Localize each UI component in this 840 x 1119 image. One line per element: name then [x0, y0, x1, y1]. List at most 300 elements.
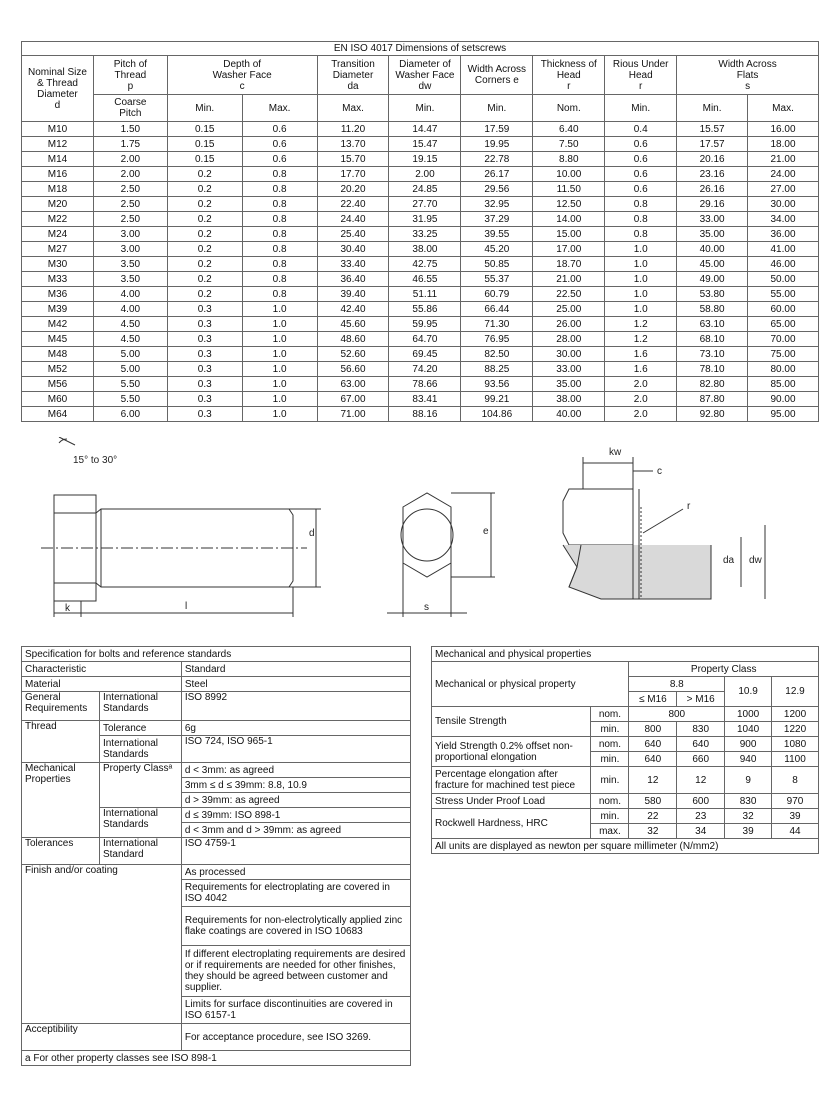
table-cell: 3.00	[93, 242, 167, 257]
table-cell: 0.2	[167, 287, 242, 302]
table-cell: M36	[22, 287, 94, 302]
mech-proof-label: Stress Under Proof Load	[432, 794, 591, 809]
table-cell: 1.0	[605, 257, 677, 272]
table-cell: 0.3	[167, 332, 242, 347]
table-row	[22, 392, 819, 407]
mech-note: All units are displayed as newton per square millimeter (N/mm2)	[432, 839, 819, 854]
mech-cell: 34	[677, 824, 725, 839]
table-cell: 5.50	[93, 392, 167, 407]
table-cell: 38.00	[389, 242, 461, 257]
table-cell: 1.0	[242, 332, 317, 347]
mech-cell: min.	[591, 722, 629, 737]
table-cell: 104.86	[461, 407, 533, 422]
table-cell: 0.3	[167, 392, 242, 407]
table-cell: 0.2	[167, 272, 242, 287]
table-cell: 0.3	[167, 317, 242, 332]
table-cell: 49.00	[677, 272, 748, 287]
mech-cell: 970	[772, 794, 819, 809]
table-cell: 14.47	[389, 122, 461, 137]
table-cell: 33.40	[317, 257, 389, 272]
header-nominal-size: Nominal Size & Thread Diameter d	[22, 56, 94, 122]
table-cell: M16	[22, 167, 94, 182]
table-cell: 4.50	[93, 332, 167, 347]
table-cell: 45.00	[677, 257, 748, 272]
head-detail	[563, 489, 633, 545]
table-cell: 0.6	[605, 137, 677, 152]
table-row	[22, 362, 819, 377]
mech-cell: min.	[591, 809, 629, 824]
label-d: d	[309, 528, 315, 539]
mech-cell: 32	[629, 824, 677, 839]
table-cell: 0.8	[605, 212, 677, 227]
spec-mech-label: Mechanical Properties	[22, 763, 100, 838]
table-cell: M27	[22, 242, 94, 257]
table-cell: 80.00	[748, 362, 819, 377]
table-cell: 0.3	[167, 347, 242, 362]
table-cell: 50.85	[461, 257, 533, 272]
table-cell: 2.00	[93, 152, 167, 167]
label-da: da	[723, 555, 735, 566]
table-cell: 1.0	[242, 317, 317, 332]
header-width-corners: Width Across Corners e	[461, 56, 533, 95]
mech-cell: 640	[629, 737, 677, 752]
sectioned-part	[563, 545, 711, 599]
mech-cell: 830	[725, 794, 772, 809]
table-cell: 0.8	[605, 197, 677, 212]
table-cell: 27.00	[748, 182, 819, 197]
header-transition: Transition Diameter da	[317, 56, 389, 95]
table-cell: M39	[22, 302, 94, 317]
table-cell: 11.50	[533, 182, 605, 197]
table-cell: 30.40	[317, 242, 389, 257]
table-cell: 26.16	[677, 182, 748, 197]
table-cell: 53.80	[677, 287, 748, 302]
table-cell: 46.55	[389, 272, 461, 287]
table-cell: 33.25	[389, 227, 461, 242]
table-cell: 74.20	[389, 362, 461, 377]
table-cell: 38.00	[533, 392, 605, 407]
table-row	[22, 122, 819, 137]
table-cell: 0.8	[242, 182, 317, 197]
table-cell: 11.20	[317, 122, 389, 137]
table-cell: 55.00	[748, 287, 819, 302]
mech-property-class: Property Class	[629, 662, 819, 677]
table-cell: 76.95	[461, 332, 533, 347]
label-e: e	[483, 526, 489, 537]
table-cell: 24.85	[389, 182, 461, 197]
table-cell: 12.50	[533, 197, 605, 212]
table-cell: 33.00	[533, 362, 605, 377]
table-cell: 0.6	[242, 152, 317, 167]
table-cell: 40.00	[677, 242, 748, 257]
table-cell: 5.00	[93, 362, 167, 377]
header-width-flats: Width Across Flats s	[677, 56, 819, 95]
table-cell: 0.15	[167, 152, 242, 167]
table-cell: 99.21	[461, 392, 533, 407]
table-cell: M45	[22, 332, 94, 347]
table-cell: 0.6	[605, 182, 677, 197]
spec-finish-label: Finish and/or coating	[22, 865, 182, 1024]
spec-thread-intl-value: ISO 724, ISO 965-1	[181, 736, 410, 763]
spec-tolerances-sub: International Standard	[99, 838, 181, 865]
table-cell: 0.15	[167, 137, 242, 152]
header-rious: Rious Under Head r	[605, 56, 677, 95]
table-cell: 35.00	[677, 227, 748, 242]
table-cell: 0.8	[242, 212, 317, 227]
table-cell: 0.2	[167, 257, 242, 272]
table-row	[22, 377, 819, 392]
table-row	[22, 212, 819, 227]
spec-accept-label: Acceptibility	[22, 1024, 182, 1051]
table-cell: 18.00	[748, 137, 819, 152]
table-cell: 19.95	[461, 137, 533, 152]
table-cell: 0.3	[167, 377, 242, 392]
table-row	[22, 182, 819, 197]
table-cell: 17.70	[317, 167, 389, 182]
spec-pc-2: 3mm ≤ d ≤ 39mm: 8.8, 10.9	[181, 778, 410, 793]
mech-class-8-8: 8.8	[629, 677, 725, 692]
table-cell: 0.8	[242, 257, 317, 272]
header-max: Max.	[317, 95, 389, 122]
spec-material-value: Steel	[181, 677, 410, 692]
mech-cell: 940	[725, 752, 772, 767]
table-cell: 5.00	[93, 347, 167, 362]
table-cell: 2.50	[93, 182, 167, 197]
header-max: Max.	[242, 95, 317, 122]
table-cell: 41.00	[748, 242, 819, 257]
table-cell: 21.00	[533, 272, 605, 287]
mech-cell: 23	[677, 809, 725, 824]
table-cell: 67.00	[317, 392, 389, 407]
table-cell: 0.2	[167, 197, 242, 212]
table-cell: 1.75	[93, 137, 167, 152]
table-cell: 14.00	[533, 212, 605, 227]
mech-cell: min.	[591, 767, 629, 794]
table-cell: 25.40	[317, 227, 389, 242]
table-row	[22, 167, 819, 182]
header-pitch: Pitch of Thread p	[93, 56, 167, 95]
table-cell: 26.17	[461, 167, 533, 182]
mech-gt-m16: > M16	[677, 692, 725, 707]
table-cell: 90.00	[748, 392, 819, 407]
table-row	[22, 152, 819, 167]
spec-finish-2: Requirements for electroplating are covered in ISO 4042	[181, 880, 410, 907]
table-cell: M56	[22, 377, 94, 392]
angle-arc	[59, 439, 67, 443]
header-min: Min.	[167, 95, 242, 122]
table-cell: 63.10	[677, 317, 748, 332]
mech-yield-label: Yield Strength 0.2% offset non- proportional elongation	[432, 737, 591, 767]
angle-label: 15° to 30°	[73, 455, 118, 466]
table-cell: 48.60	[317, 332, 389, 347]
table-row	[22, 317, 819, 332]
spec-tolerance-label: Tolerance	[99, 721, 181, 736]
table-cell: 0.6	[605, 152, 677, 167]
table-cell: 93.56	[461, 377, 533, 392]
table-cell: 0.6	[242, 137, 317, 152]
table-cell: 0.6	[242, 122, 317, 137]
table-cell: 55.37	[461, 272, 533, 287]
mech-cell: max.	[591, 824, 629, 839]
table-cell: 1.6	[605, 362, 677, 377]
mech-cell: 800	[629, 722, 677, 737]
mech-cell: 1040	[725, 722, 772, 737]
mech-cell: 1200	[772, 707, 819, 722]
table-cell: 0.15	[167, 122, 242, 137]
mech-cell: 39	[772, 809, 819, 824]
spec-col-characteristic: Characteristic	[22, 662, 182, 677]
table-cell: 0.6	[605, 167, 677, 182]
table-cell: 7.50	[533, 137, 605, 152]
table-cell: 15.47	[389, 137, 461, 152]
table-row	[22, 287, 819, 302]
table-title: EN ISO 4017 Dimensions of setscrews	[22, 42, 819, 56]
table-cell: 45.20	[461, 242, 533, 257]
table-cell: M14	[22, 152, 94, 167]
table-cell: 71.30	[461, 317, 533, 332]
table-cell: 46.00	[748, 257, 819, 272]
table-cell: 3.50	[93, 272, 167, 287]
mech-rockwell-label: Rockwell Hardness, HRC	[432, 809, 591, 839]
table-cell: 22.40	[317, 197, 389, 212]
table-row	[22, 272, 819, 287]
table-cell: 70.00	[748, 332, 819, 347]
spec-general-label: General Requirements	[22, 692, 100, 721]
table-cell: 4.50	[93, 317, 167, 332]
table-cell: 82.50	[461, 347, 533, 362]
table-cell: 29.56	[461, 182, 533, 197]
spec-accept-value: For acceptance procedure, see ISO 3269.	[181, 1024, 410, 1051]
label-dw: dw	[749, 555, 762, 566]
table-cell: 1.0	[605, 302, 677, 317]
table-cell: 1.0	[242, 392, 317, 407]
spec-finish-4: If different electroplating requirements are desired or if requirements are needed for other finishes, they should be agreed between customer and supplier.	[181, 946, 410, 997]
table-cell: 0.3	[167, 362, 242, 377]
spec-tolerances-value: ISO 4759-1	[181, 838, 410, 865]
table-cell: 26.00	[533, 317, 605, 332]
table-cell: 0.2	[167, 242, 242, 257]
mech-le-m16: ≤ M16	[629, 692, 677, 707]
table-cell: 22.50	[533, 287, 605, 302]
table-cell: 17.59	[461, 122, 533, 137]
table-cell: M12	[22, 137, 94, 152]
table-cell: 51.11	[389, 287, 461, 302]
label-l: l	[185, 601, 188, 612]
table-cell: 1.0	[242, 362, 317, 377]
table-cell: M33	[22, 272, 94, 287]
table-cell: M42	[22, 317, 94, 332]
table-cell: 88.16	[389, 407, 461, 422]
header-max: Max.	[748, 95, 819, 122]
table-row	[22, 242, 819, 257]
table-cell: 34.00	[748, 212, 819, 227]
table-cell: 19.15	[389, 152, 461, 167]
table-cell: 30.00	[748, 197, 819, 212]
table-cell: 0.8	[242, 242, 317, 257]
table-cell: 29.16	[677, 197, 748, 212]
table-row	[22, 197, 819, 212]
header-thickness: Thickness of Head r	[533, 56, 605, 95]
table-cell: M64	[22, 407, 94, 422]
table-cell: 45.60	[317, 317, 389, 332]
spec-finish-1: As processed	[181, 865, 410, 880]
table-cell: 0.8	[605, 227, 677, 242]
table-cell: 1.6	[605, 347, 677, 362]
table-cell: M48	[22, 347, 94, 362]
table-cell: 1.0	[242, 377, 317, 392]
table-cell: 42.40	[317, 302, 389, 317]
table-cell: 2.00	[389, 167, 461, 182]
spec-col-standard: Standard	[181, 662, 410, 677]
table-cell: 6.00	[93, 407, 167, 422]
table-cell: 60.00	[748, 302, 819, 317]
table-row	[22, 257, 819, 272]
spec-material-label: Material	[22, 677, 182, 692]
table-cell: 65.00	[748, 317, 819, 332]
table-cell: 73.10	[677, 347, 748, 362]
mech-cell: 600	[677, 794, 725, 809]
mech-cell: 9	[725, 767, 772, 794]
spec-pc-1: d < 3mm: as agreed	[181, 763, 410, 778]
dimensions-table	[21, 41, 819, 422]
mechanical-properties-table	[431, 646, 819, 854]
mech-cell: 830	[677, 722, 725, 737]
table-cell: M24	[22, 227, 94, 242]
table-cell: 36.40	[317, 272, 389, 287]
mech-cell: nom.	[591, 737, 629, 752]
table-cell: 68.10	[677, 332, 748, 347]
table-cell: 22.78	[461, 152, 533, 167]
table-cell: 0.2	[167, 182, 242, 197]
table-cell: 24.40	[317, 212, 389, 227]
bolt-drawings	[21, 437, 819, 627]
spec-mech-intl-label: International Standards	[99, 808, 181, 838]
table-cell: 83.41	[389, 392, 461, 407]
table-row	[22, 332, 819, 347]
table-cell: 60.79	[461, 287, 533, 302]
spec-mech-intl-1: d ≤ 39mm: ISO 898-1	[181, 808, 410, 823]
mech-tensile-label: Tensile Strength	[432, 707, 591, 737]
mech-cell: min.	[591, 752, 629, 767]
table-cell: 78.10	[677, 362, 748, 377]
mech-cell: 1220	[772, 722, 819, 737]
mech-cell: 640	[677, 737, 725, 752]
table-cell: 5.50	[93, 377, 167, 392]
table-cell: 66.44	[461, 302, 533, 317]
table-cell: 31.95	[389, 212, 461, 227]
table-cell: M60	[22, 392, 94, 407]
dimensions-body	[22, 122, 819, 422]
table-cell: 0.8	[242, 197, 317, 212]
table-cell: 4.00	[93, 302, 167, 317]
table-cell: 35.00	[533, 377, 605, 392]
table-cell: 64.70	[389, 332, 461, 347]
table-cell: 82.80	[677, 377, 748, 392]
spec-mech-intl-2: d < 3mm and d > 39mm: as agreed	[181, 823, 410, 838]
table-cell: 39.40	[317, 287, 389, 302]
r-leader	[643, 509, 683, 533]
mech-cell: 32	[725, 809, 772, 824]
spec-tolerances-label: Tolerances	[22, 838, 100, 865]
spec-finish-3: Requirements for non-electrolytically applied zinc flake coatings are covered in ISO 10683	[181, 907, 410, 946]
table-cell: 69.45	[389, 347, 461, 362]
table-cell: 1.0	[605, 272, 677, 287]
table-cell: M10	[22, 122, 94, 137]
header-min: Min.	[389, 95, 461, 122]
table-cell: 15.00	[533, 227, 605, 242]
spec-thread-intl-label: International Standards	[99, 736, 181, 763]
mech-cell: 12	[629, 767, 677, 794]
mech-prop-label: Mechanical or physical property	[432, 662, 629, 707]
table-cell: 42.75	[389, 257, 461, 272]
label-s: s	[424, 602, 429, 613]
spec-pc-3: d > 39mm: as agreed	[181, 793, 410, 808]
mech-cell: 8	[772, 767, 819, 794]
table-cell: 28.00	[533, 332, 605, 347]
table-cell: 10.00	[533, 167, 605, 182]
table-cell: 24.00	[748, 167, 819, 182]
spec-footnote: a For other property classes see ISO 898-1	[22, 1051, 411, 1066]
table-cell: 33.00	[677, 212, 748, 227]
table-cell: 71.00	[317, 407, 389, 422]
spec-property-class-label: Property Classᵃ	[99, 763, 181, 808]
mech-elong-label: Percentage elongation after fracture for machined test piece	[432, 767, 591, 794]
mech-cell: 39	[725, 824, 772, 839]
table-cell: 18.70	[533, 257, 605, 272]
header-depth: Depth of Washer Face c	[167, 56, 317, 95]
table-cell: M18	[22, 182, 94, 197]
table-row	[22, 137, 819, 152]
label-r: r	[687, 501, 691, 512]
mech-cell: 1080	[772, 737, 819, 752]
table-cell: 39.55	[461, 227, 533, 242]
hex-inner-circle	[401, 509, 453, 561]
table-cell: 2.0	[605, 392, 677, 407]
table-cell: 40.00	[533, 407, 605, 422]
table-cell: 17.57	[677, 137, 748, 152]
table-cell: 92.80	[677, 407, 748, 422]
table-cell: 1.50	[93, 122, 167, 137]
table-cell: 16.00	[748, 122, 819, 137]
table-cell: 25.00	[533, 302, 605, 317]
table-cell: 50.00	[748, 272, 819, 287]
table-cell: 87.80	[677, 392, 748, 407]
table-cell: 0.3	[167, 302, 242, 317]
header-coarse-pitch: Coarse Pitch	[93, 95, 167, 122]
mech-class-12-9: 12.9	[772, 677, 819, 707]
table-cell: 1.0	[605, 242, 677, 257]
table-cell: 3.00	[93, 227, 167, 242]
table-cell: M20	[22, 197, 94, 212]
table-cell: 15.57	[677, 122, 748, 137]
table-cell: 13.70	[317, 137, 389, 152]
table-cell: 27.70	[389, 197, 461, 212]
table-cell: 8.80	[533, 152, 605, 167]
spec-general-sub: International Standards	[99, 692, 181, 721]
table-cell: 0.8	[242, 227, 317, 242]
table-cell: 56.60	[317, 362, 389, 377]
table-cell: 21.00	[748, 152, 819, 167]
table-cell: 30.00	[533, 347, 605, 362]
mech-cell: 12	[677, 767, 725, 794]
header-min: Min.	[605, 95, 677, 122]
spec-thread-label: Thread	[22, 721, 100, 763]
mech-title: Mechanical and physical properties	[432, 647, 819, 662]
table-cell: M22	[22, 212, 94, 227]
table-cell: 1.0	[242, 347, 317, 362]
table-cell: 95.00	[748, 407, 819, 422]
table-cell: 55.86	[389, 302, 461, 317]
